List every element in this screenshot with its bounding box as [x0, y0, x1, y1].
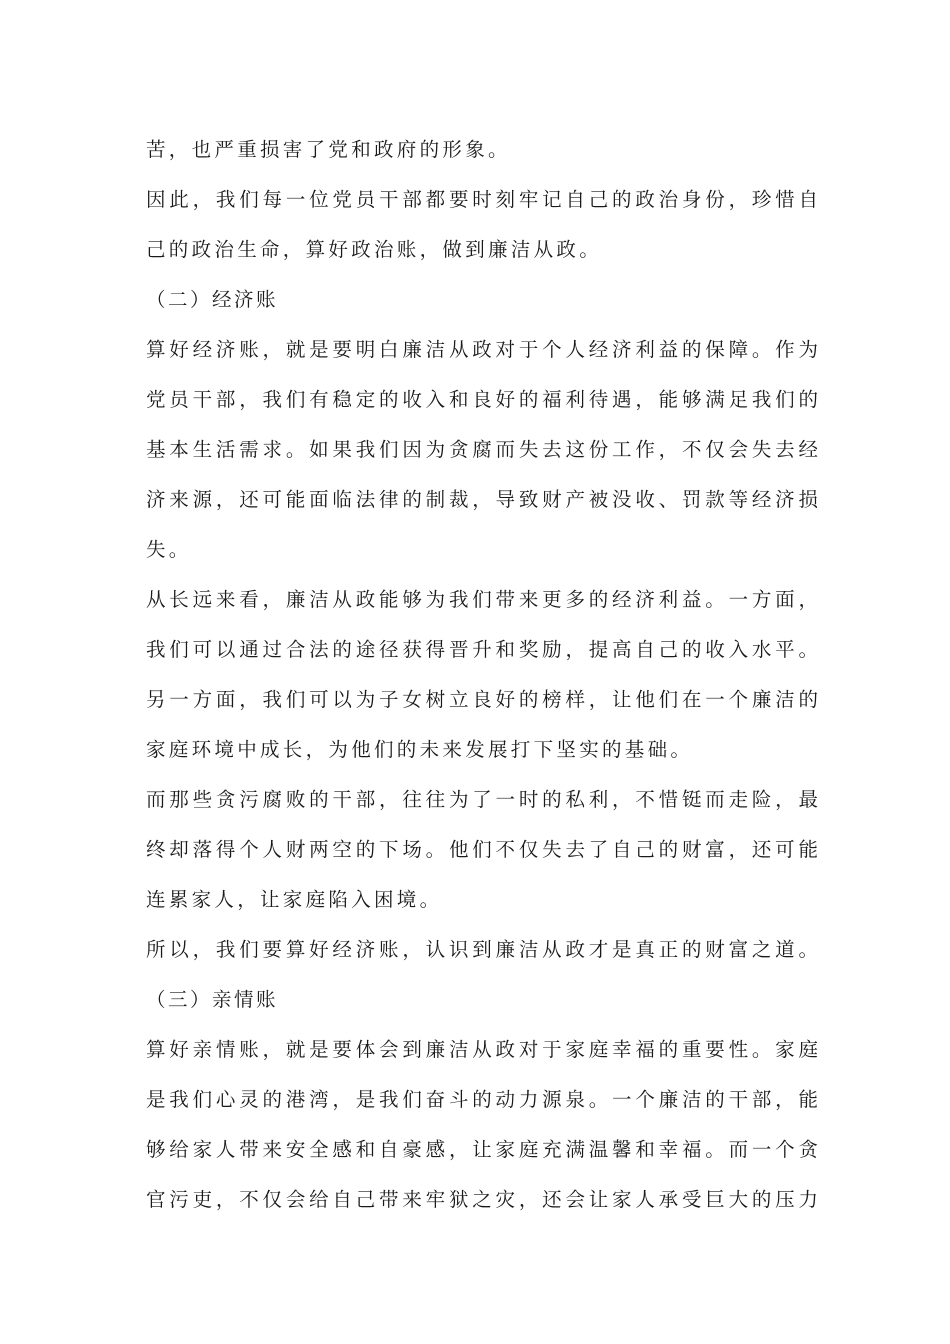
text-line: 济来源，还可能面临法律的制裁，导致财产被没收、罚款等经济损	[146, 488, 818, 511]
text-line: 是我们心灵的港湾，是我们奋斗的动力源泉。一个廉洁的干部，能	[146, 1088, 818, 1111]
text-line: 另一方面，我们可以为子女树立良好的榜样，让他们在一个廉洁的	[146, 688, 818, 711]
text-line: 够给家人带来安全感和自豪感，让家庭充满温馨和幸福。而一个贪	[146, 1138, 818, 1161]
section-heading: （二）经济账	[146, 288, 279, 311]
text-line: 己的政治生命，算好政治账，做到廉洁从政。	[146, 238, 603, 261]
text-line: 我们可以通过合法的途径获得晋升和奖励，提高自己的收入水平。	[146, 638, 818, 661]
section-heading: （三）亲情账	[146, 988, 279, 1011]
text-line: 所以，我们要算好经济账，认识到廉洁从政才是真正的财富之道。	[146, 938, 818, 961]
text-line: 失。	[146, 538, 192, 561]
text-line: 党员干部，我们有稳定的收入和良好的福利待遇，能够满足我们的	[146, 388, 818, 411]
text-line: 连累家人，让家庭陷入困境。	[146, 888, 443, 911]
text-line: 家庭环境中成长，为他们的未来发展打下坚实的基础。	[146, 738, 694, 761]
text-line: 因此，我们每一位党员干部都要时刻牢记自己的政治身份，珍惜自	[146, 188, 818, 211]
text-line: 而那些贪污腐败的干部，往往为了一时的私利，不惜铤而走险，最	[146, 788, 818, 811]
text-line: 基本生活需求。如果我们因为贪腐而失去这份工作，不仅会失去经	[146, 438, 818, 461]
text-line: 算好亲情账，就是要体会到廉洁从政对于家庭幸福的重要性。家庭	[146, 1038, 818, 1061]
text-line: 苦，也严重损害了党和政府的形象。	[146, 138, 511, 161]
text-line: 官污吏，不仅会给自己带来牢狱之灾，还会让家人承受巨大的压力	[146, 1188, 818, 1211]
text-line: 从长远来看，廉洁从政能够为我们带来更多的经济利益。一方面，	[146, 588, 818, 611]
text-line: 终却落得个人财两空的下场。他们不仅失去了自己的财富，还可能	[146, 838, 818, 861]
text-line: 算好经济账，就是要明白廉洁从政对于个人经济利益的保障。作为	[146, 338, 818, 361]
